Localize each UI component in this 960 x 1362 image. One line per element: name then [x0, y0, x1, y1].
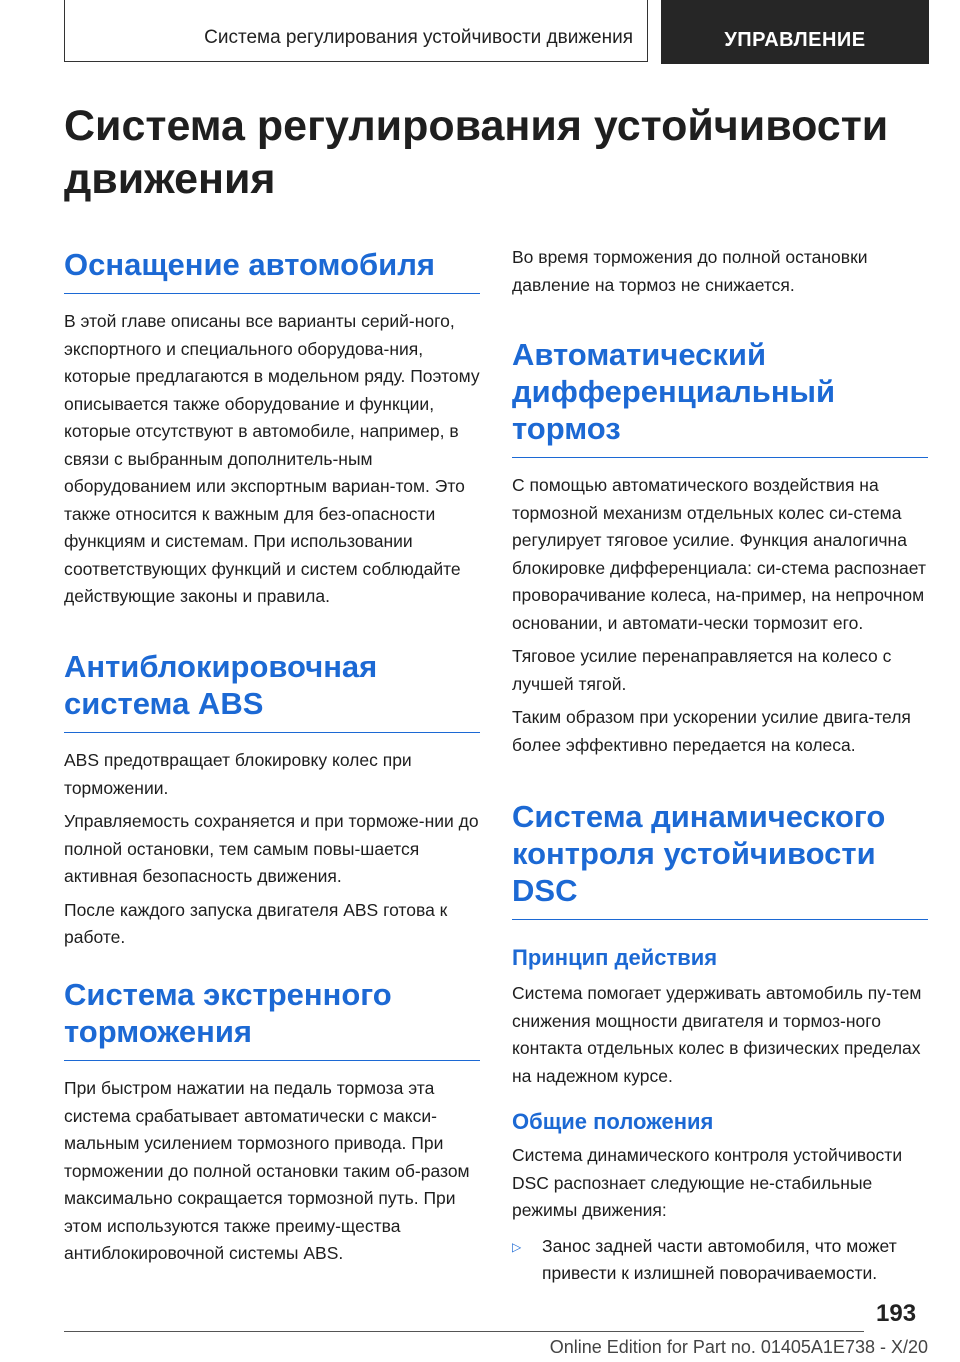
- list-item-text: Занос задней части автомобиля, что может привести к излишней поворачиваемости.: [542, 1235, 897, 1283]
- section-auto-diff-brake: [512, 336, 928, 759]
- heading-abs: Антиблокировочная система ABS: [64, 648, 480, 733]
- page-number: 193: [876, 1300, 917, 1327]
- edition-footer: Online Edition for Part no. 01405A1E738 - X/20: [549, 1337, 928, 1357]
- section-equipment: [64, 246, 480, 611]
- paragraph-general: Система динамического контроля устойчивости DSC распознает следующие не-стабильные режимы движения:: [512, 1145, 903, 1220]
- triangle-bullet-icon: ▷: [512, 1239, 522, 1254]
- paragraph-equipment: В этой главе описаны все варианты серий-ного, экспортного и специального оборудова-ния, которые предлагаются в модельном ряду. Поэтому описывается также оборудование и функции, которые отсутствуют в автомобиле, например, в связи с выбранным дополнитель-ным оборудованием или экспортным вариан-том. Это также относится к важным для без-опасности функциям и системам. При использовании соответствующих функций и систем соблюдайте действующие законы и правила.: [64, 311, 480, 606]
- heading-dsc: Система динамического контроля устойчивости DSC: [512, 798, 928, 920]
- heading-auto-diff-brake: Автоматический дифференциальный тормоз: [512, 336, 928, 458]
- paragraph-continuation: Во время торможения до полной остановки давление на тормоз не снижается.: [512, 247, 868, 295]
- paragraph-auto-diff-3: Таким образом при ускорении усилие двига-теля более эффективно передается на колеса.: [512, 707, 911, 755]
- section-dsc: [512, 798, 928, 1288]
- page-header: [64, 0, 929, 64]
- paragraph-abs-1: ABS предотвращает блокировку колес при торможении.: [64, 750, 412, 798]
- paragraph-abs-2: Управляемость сохраняется и при торможе-нии до полной остановки, тем самым повы-шается активная безопасность движения.: [64, 811, 479, 886]
- section-abs: [64, 648, 480, 952]
- chapter-title: Система регулирования устойчивости движения: [64, 0, 648, 62]
- section-tab: УПРАВЛЕНИЕ: [661, 0, 929, 64]
- heading-equipment: Оснащение автомобиля: [64, 246, 480, 294]
- paragraph-auto-diff-1: С помощью автоматического воздействия на тормозной механизм отдельных колес си-стема регулирует тяговое усилие. Функция аналогична блокировке дифференциала: си-стема распознает проворачивание колеса, на-пример, на непрочном основании, и автомати-чески тормозит его.: [512, 475, 926, 633]
- subheading-principle: Принцип действия: [512, 945, 718, 970]
- list-item: [512, 1233, 928, 1288]
- footer-divider: [64, 1331, 864, 1332]
- paragraph-principle: Система помогает удерживать автомобиль пу-тем снижения мощности двигателя и тормоз-ного контакта отдельных колес в физических пределах на надежном курсе.: [512, 983, 922, 1086]
- heading-emergency-braking: Система экстренного торможения: [64, 976, 480, 1061]
- subheading-general: Общие положения: [512, 1109, 714, 1134]
- page-title: Система регулирования устойчивости движения: [64, 102, 889, 203]
- section-emergency-braking: [64, 976, 480, 1268]
- paragraph-abs-3: После каждого запуска двигателя ABS готова к работе.: [64, 899, 448, 947]
- paragraph-auto-diff-2: Тяговое усилие перенаправляется на колесо с лучшей тягой.: [512, 646, 892, 694]
- paragraph-emergency-braking: При быстром нажатии на педаль тормоза эта система срабатывает автоматически с макси-мальным усилением тормозного привода. При торможении до полной остановки таким об-разом максимально сокращается тормозной путь. При этом используются также преиму-щества антиблокировочной системы ABS.: [64, 1078, 470, 1263]
- section-continuation: [512, 244, 928, 299]
